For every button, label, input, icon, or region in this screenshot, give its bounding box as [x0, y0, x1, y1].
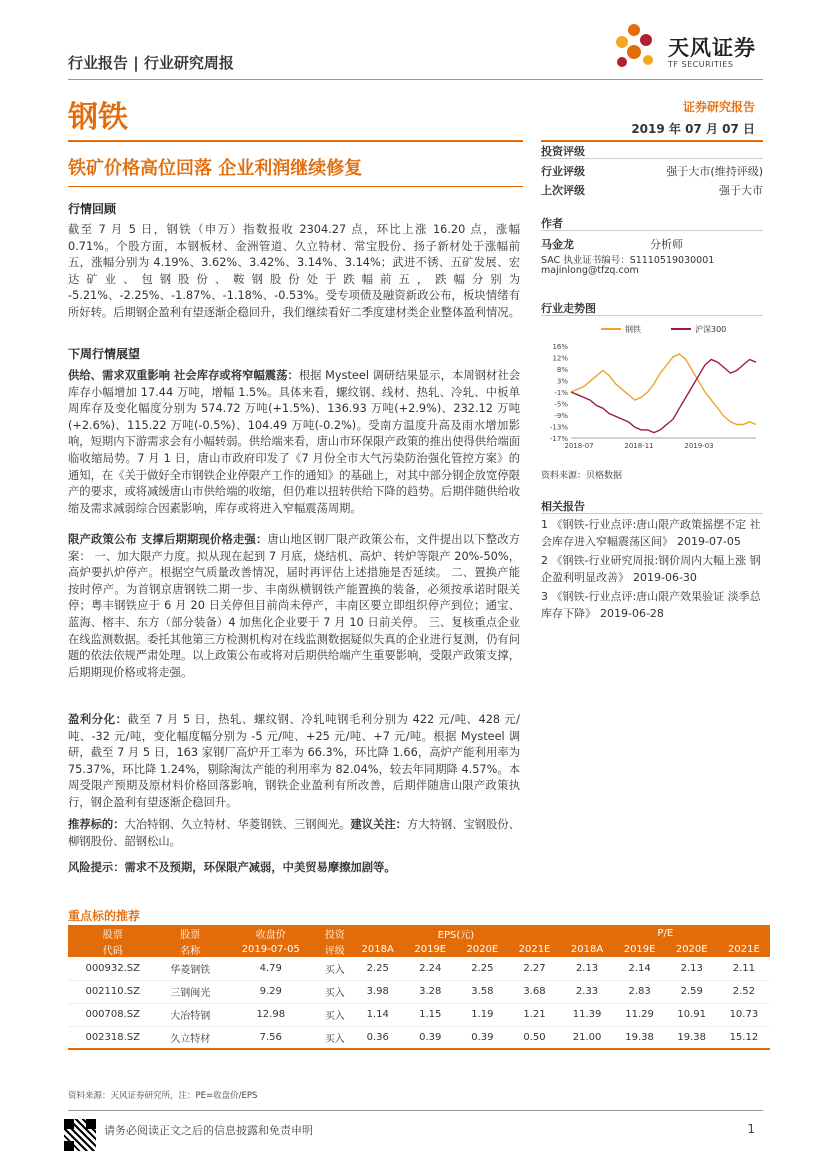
trend-chart: [541, 320, 763, 460]
col-subheader: 2019-07-05: [223, 941, 318, 957]
company-logo: [610, 20, 760, 80]
y-tick-label: -9%: [554, 412, 568, 420]
industry-rating-label: 行业评级: [541, 165, 585, 178]
risk-note: 风险提示：需求不及预期，环保限产减弱，中美贸易摩擦加剧等。: [68, 861, 396, 874]
qr-code-icon: [64, 1119, 96, 1151]
table-cell: 1.15: [404, 1003, 456, 1026]
y-tick-label: -13%: [549, 423, 568, 432]
col-header: EPS(元): [351, 925, 560, 941]
col-subheader: 名称: [157, 941, 223, 957]
table-cell: 000932.SZ: [68, 957, 157, 980]
table-cell: 三钢闽光: [157, 980, 223, 1003]
x-tick-label: 2019-03: [684, 442, 714, 450]
report-kind: 证券研究报告: [682, 100, 755, 114]
supply-demand-paragraph: [68, 368, 520, 517]
logo-subtext: TF SECURITIES: [668, 60, 734, 69]
x-tick-label: 2018-11: [624, 442, 654, 450]
stock-table: [68, 925, 770, 1050]
table-cell: 2.13: [666, 957, 718, 980]
industry-rating-value: 强于大市(维持评级): [666, 165, 763, 178]
col-header: P/E: [561, 925, 770, 941]
table-cell: 11.29: [614, 1003, 666, 1026]
table-cell: 买入: [318, 957, 351, 980]
col-subheader: 2018A: [351, 941, 404, 957]
para-text: 唐山地区钢厂限产政策公布，文件提出以下整改方案： 一、加大限产力度。拟从现在起到 7 月底，烧结机、高炉、转炉等限产 20%-50%，高炉要扒炉停产。根据空气质量改善情况，届时再评估上述措施是否延续。 二、置换产能按时停产。为首钢京唐钢铁二期一步、丰南纵横钢铁产能置换的装备，必须按承诺时限关停；粤丰钢铁应于 6 月 20 日关停但目前尚未停产，丰南区要立即组织停产到位；通宝、蓝海、榕丰、东方（部分装备）4 加焦化企业要于 7 月 10 日前关停。 三、复核重点企业在线监测数据。委托其他第三方检测机构对在线监测数据疑似失真的企业进行复测，仍有问题的依法依规严肃处理。以上政策公布或将对后期供给端产生重要影响，受限产政策支撑，后期期现价格或将走强。: [68, 533, 520, 679]
table-row: [68, 1003, 770, 1026]
report-title: 铁矿价格高位回落 企业利润继续修复: [68, 158, 363, 179]
table-cell: 2.27: [508, 957, 560, 980]
table-cell: 002110.SZ: [68, 980, 157, 1003]
table-cell: 2.25: [456, 957, 508, 980]
table-row: [68, 957, 770, 980]
table-cell: 2.13: [561, 957, 614, 980]
table-cell: 1.21: [508, 1003, 560, 1026]
table-cell: 002318.SZ: [68, 1026, 157, 1049]
series-line-0: [571, 354, 756, 424]
table-cell: 21.00: [561, 1026, 614, 1049]
related-heading: 相关报告: [541, 500, 585, 513]
y-tick-label: -5%: [554, 400, 568, 409]
table-cell: 19.38: [614, 1026, 666, 1049]
legend-label: 钢铁: [625, 325, 641, 334]
report-date: 2019 年 07 月 07 日: [631, 122, 755, 136]
table-cell: 1.14: [351, 1003, 404, 1026]
related-report[interactable]: [541, 552, 766, 586]
table-title: 重点标的推荐: [68, 909, 141, 923]
series-line-1: [571, 360, 756, 433]
table-cell: 7.56: [223, 1026, 318, 1049]
author-email[interactable]: majinlong@tfzq.com: [541, 265, 639, 276]
table-cell: 2.52: [718, 980, 770, 1003]
related-report-title: 2 《钢铁-行业研究周报:钢价周内大幅上涨 钢企盈利明显改善》: [541, 554, 761, 584]
author-sac: SAC 执业证书编号：S1110519030001: [541, 255, 715, 266]
related-report-date: 2019-07-05: [677, 535, 741, 548]
table-cell: 买入: [318, 1026, 351, 1049]
chart-source: 资料来源：贝格数据: [541, 471, 623, 481]
col-subheader: 2021E: [508, 941, 560, 957]
col-subheader: 2018A: [561, 941, 614, 957]
legend-label: 沪深300: [695, 325, 727, 334]
table-cell: 3.58: [456, 980, 508, 1003]
review-paragraph: 截至 7 月 5 日，钢铁（申万）指数报收 2304.27 点，环比上涨 16.20 点，涨幅 0.71%。个股方面，本钢板材、金洲管道、久立特材、常宝股份、扬子新材处于涨幅前五，涨幅分别为 4.19%、3.62%、3.42%、3.14%、3.14%；武进不锈、五矿发展、宏达矿业、包钢股份、鞍钢股份处于跌幅前五，跌幅分别为 -5.21%、-2.25%、-1.87%、-1.18%、-0.53%。受专项债及融资新政公布，板块情绪有所好转。后期钢企盈利有望逐渐企稳回升，我们继续看好二季度建材类企业整体盈利情况。: [68, 223, 520, 319]
table-cell: 3.28: [404, 980, 456, 1003]
profit-paragraph: [68, 712, 520, 812]
col-header: 投资: [318, 925, 351, 941]
table-row: [68, 1026, 770, 1049]
table-cell: 2.25: [351, 957, 404, 980]
table-cell: 2.24: [404, 957, 456, 980]
para-text: 方大特钢、宝钢股份、柳钢股份、韶钢松山。: [68, 818, 520, 848]
col-subheader: 2019E: [404, 941, 456, 957]
table-cell: 15.12: [718, 1026, 770, 1049]
table-cell: 3.98: [351, 980, 404, 1003]
related-report-date: 2019-06-28: [600, 607, 664, 620]
author-heading: 作者: [541, 217, 563, 230]
table-cell: 买入: [318, 1003, 351, 1026]
para-text: 大冶特钢、久立特材、华菱钢铁、三钢闽光。: [124, 818, 351, 831]
col-subheader: 2020E: [456, 941, 508, 957]
table-cell: 12.98: [223, 1003, 318, 1026]
col-subheader: 评级: [318, 941, 351, 957]
table-cell: 2.33: [561, 980, 614, 1003]
table-cell: 久立特材: [157, 1026, 223, 1049]
table-cell: 华菱钢铁: [157, 957, 223, 980]
prev-rating-label: 上次评级: [541, 184, 585, 197]
table-row: [68, 980, 770, 1003]
para-lead: 供给、需求双重影响 社会库存或将窄幅震荡：: [68, 369, 299, 382]
y-tick-label: -1%: [554, 389, 568, 397]
table-cell: 4.79: [223, 957, 318, 980]
table-cell: 11.39: [561, 1003, 614, 1026]
disclaimer: 请务必阅读正文之后的信息披露和免责申明: [104, 1124, 313, 1137]
y-tick-label: 3%: [556, 377, 568, 386]
author-name: 马金龙: [541, 238, 574, 251]
col-subheader: 2021E: [718, 941, 770, 957]
x-tick-label: 2018-07: [564, 442, 594, 450]
logo-mark-icon: [610, 20, 666, 76]
page-number: 1: [747, 1122, 755, 1136]
y-tick-label: 16%: [552, 343, 568, 351]
table-cell: 买入: [318, 980, 351, 1003]
sector-title: 钢铁: [68, 100, 128, 135]
table-cell: 000708.SZ: [68, 1003, 157, 1026]
col-header: 股票: [157, 925, 223, 941]
related-report[interactable]: [541, 516, 766, 550]
outlook-heading: 下周行情展望: [68, 347, 141, 361]
table-footnote: 资料来源：天风证券研究所，注：PE=收盘价/EPS: [68, 1091, 258, 1101]
chart-heading: 行业走势图: [541, 302, 596, 315]
table-cell: 19.38: [666, 1026, 718, 1049]
y-tick-label: 12%: [552, 354, 568, 363]
review-heading: 行情回顾: [68, 202, 117, 216]
related-report[interactable]: [541, 588, 766, 622]
col-header: 收盘价: [223, 925, 318, 941]
col-subheader: 2019E: [614, 941, 666, 957]
table-cell: 0.36: [351, 1026, 404, 1049]
table-header-row: [68, 925, 770, 941]
recommend-paragraph: [68, 817, 520, 850]
table-subheader-row: [68, 941, 770, 957]
policy-paragraph: [68, 532, 520, 681]
y-tick-label: 8%: [556, 366, 568, 374]
table-cell: 0.39: [456, 1026, 508, 1049]
table-cell: 2.59: [666, 980, 718, 1003]
related-report-title: 3 《钢铁-行业点评:唐山限产效果验证 淡季总库存下降》: [541, 590, 761, 620]
table-cell: 9.29: [223, 980, 318, 1003]
col-subheader: 代码: [68, 941, 157, 957]
related-report-title: 1 《钢铁-行业点评:唐山限产政策摇摆不定 社会库存进入窄幅震荡区间》: [541, 518, 761, 548]
table-cell: 2.14: [614, 957, 666, 980]
para-text: 截至 7 月 5 日，热轧、螺纹钢、冷轧吨钢毛利分别为 422 元/吨、428 元/吨、-32 元/吨，变化幅度幅分别为 -5 元/吨、+25 元/吨、+7 元/吨。根据 Mysteel 调研，截至 7 月 5 日，163 家钢厂高炉开工率为 66.3%，环比降 1.66，高炉产能利用率为 75.37%，环比降 1.24%，剔除淘汰产能的利用率为 82.04%，较去年同期降 4.57%。本周受限产预期及原材料价格回落影响，钢铁企业盈利有所改善，后期伴随唐山限产政策执行，钢企盈利有望逐渐企稳回升。: [68, 713, 520, 809]
table-cell: 10.73: [718, 1003, 770, 1026]
table-cell: 1.19: [456, 1003, 508, 1026]
prev-rating-value: 强于大市: [719, 184, 763, 197]
table-cell: 2.83: [614, 980, 666, 1003]
para-lead: 盈利分化：: [68, 713, 128, 726]
table-cell: 大冶特钢: [157, 1003, 223, 1026]
related-report-date: 2019-06-30: [633, 571, 697, 584]
logo-text: 天风证券: [668, 36, 756, 60]
report-type: 行业报告 | 行业研究周报: [68, 54, 234, 72]
related-list: [541, 516, 766, 624]
table-cell: 0.50: [508, 1026, 560, 1049]
col-header: 股票: [68, 925, 157, 941]
para-lead: 建议关注：: [350, 818, 407, 831]
para-lead: 限产政策公布 支撑后期期现价格走强：: [68, 533, 268, 546]
table-cell: 3.68: [508, 980, 560, 1003]
author-role: 分析师: [650, 238, 683, 251]
col-subheader: 2020E: [666, 941, 718, 957]
rating-heading: 投资评级: [541, 145, 585, 158]
table-cell: 10.91: [666, 1003, 718, 1026]
y-tick-label: -17%: [549, 435, 568, 443]
table-cell: 2.11: [718, 957, 770, 980]
table-cell: 0.39: [404, 1026, 456, 1049]
para-text: 根据 Mysteel 调研结果显示，本周钢材社会库存小幅增加 17.44 万吨，增幅 1.5%。具体来看，螺纹钢、线材、热轧、冷轧、中板单周库存及变化幅度分别为 574.72 万吨(+1.5%)、136.93 万吨(+2.9%)、232.12 万吨(+2.6%)、115.22 万吨(-0.5%)、104.49 万吨(-0.2%)。受南方温度升高及雨水增加影响，短期内下游需求会有小幅转弱。供给端来看，唐山市环保限产政策的推出使得供给端面临收缩局势。7 月 1 日，唐山市政府印发了《7 月份全市大气污染防治强化管控方案》的通知，在《关于做好全市钢铁企业停限产工作的通知》的基础上，对其中部分钢企放宽停限产的要求，或将减缓唐山市供给端的收缩，但仍难以扭转供给下降的趋势。后期伴随供给收缩及需求减弱综合因素影响，库存或将进入窄幅震荡周期。: [68, 369, 520, 515]
para-lead: 推荐标的：: [68, 818, 125, 831]
